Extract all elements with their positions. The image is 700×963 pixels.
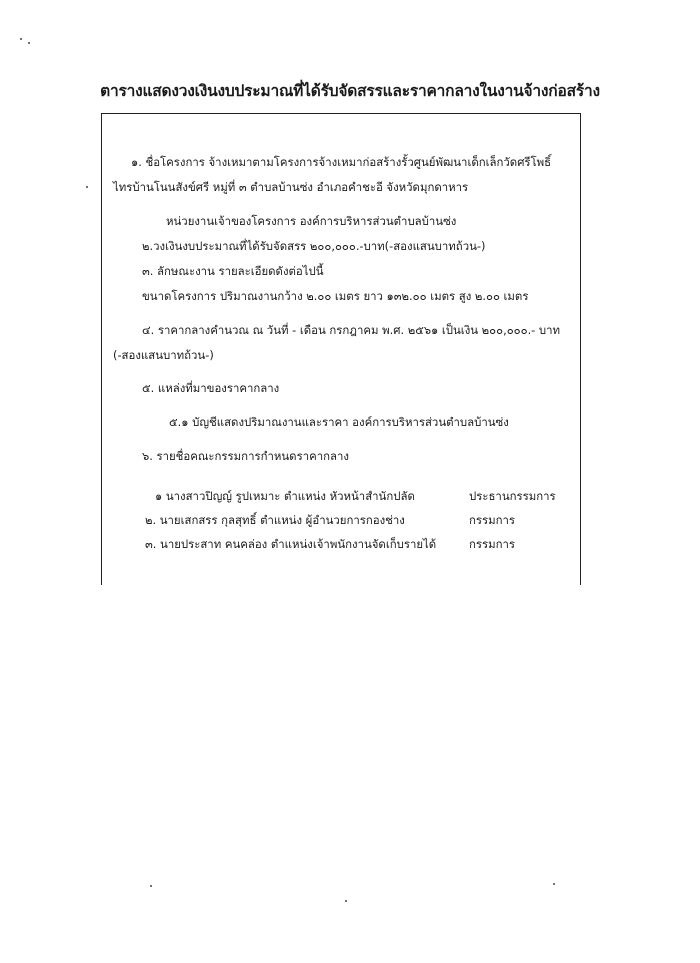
- committee-member-name: ๒. นายเสกสรร กุลสุทธิ์ ตำแหน่ง ผู้อำนวยการกองช่าง: [145, 513, 405, 527]
- committee-member-name: ๑ นางสาวปิญญ์ รูปเหมาะ ตำแหน่ง หัวหน้าสำนักปลัด: [155, 489, 415, 503]
- work-description-heading: ๓. ลักษณะงาน รายละเอียดดังต่อไปนี้: [142, 264, 324, 278]
- scan-speck: [553, 883, 555, 885]
- price-source-item: ๕.๑ บัญชีแสดงปริมาณงานและราคา องค์การบริหารส่วนตำบลบ้านซ่ง: [169, 415, 509, 429]
- document-title: ตารางแสดงวงเงินงบประมาณที่ได้รับจัดสรรและราคากลางในงานจ้างก่อสร้าง: [100, 82, 600, 100]
- committee-member-name: ๓. นายประสาท คนคล่อง ตำแหน่งเจ้าพนักงานจัดเก็บรายได้: [145, 537, 437, 551]
- median-price-line-1: ๔. ราคากลางคำนวณ ณ วันที่ - เดือน กรกฎาคม พ.ศ. ๒๕๖๑ เป็นเงิน ๒๐๐,๐๐๐.- บาท: [142, 323, 561, 337]
- scan-speck: [86, 186, 88, 188]
- budget-line: ๒.วงเงินงบประมาณที่ได้รับจัดสรร ๒๐๐,๐๐๐.-บาท(-สองแสนบาทถ้วน-): [142, 239, 486, 253]
- scan-speck: [345, 900, 347, 902]
- committee-member-role: ประธานกรรมการ: [469, 489, 556, 503]
- price-source-heading: ๕. แหล่งที่มาของราคากลาง: [142, 381, 280, 395]
- committee-heading: ๖. รายชื่อคณะกรรมการกำหนดราคากลาง: [142, 449, 349, 463]
- committee-member-role: กรรมการ: [469, 537, 516, 551]
- scan-speck: [150, 885, 152, 887]
- project-size-line: ขนาดโครงการ ปริมาณงานกว้าง ๒.๐๐ เมตร ยาว ๑๓๒.๐๐ เมตร สูง ๒.๐๐ เมตร: [142, 289, 529, 303]
- median-price-line-2: (-สองแสนบาทถ้วน-): [113, 348, 214, 362]
- project-name-line-2: ไทรบ้านโนนสังข์ศรี หมู่ที่ ๓ ตำบลบ้านซ่ง อำเภอคำชะอี จังหวัดมุกดาหาร: [113, 180, 469, 194]
- committee-member-role: กรรมการ: [469, 513, 516, 527]
- scan-speck: [28, 42, 30, 44]
- scan-speck: [20, 38, 22, 40]
- project-name-line-1: ๑. ชื่อโครงการ จ้างเหมาตามโครงการจ้างเหมาก่อสร้างรั้วศูนย์พัฒนาเด็กเล็กวัดศรีโพธิ์: [131, 155, 552, 169]
- project-agency: หน่วยงานเจ้าของโครงการ องค์การบริหารส่วนตำบลบ้านซ่ง: [166, 214, 457, 228]
